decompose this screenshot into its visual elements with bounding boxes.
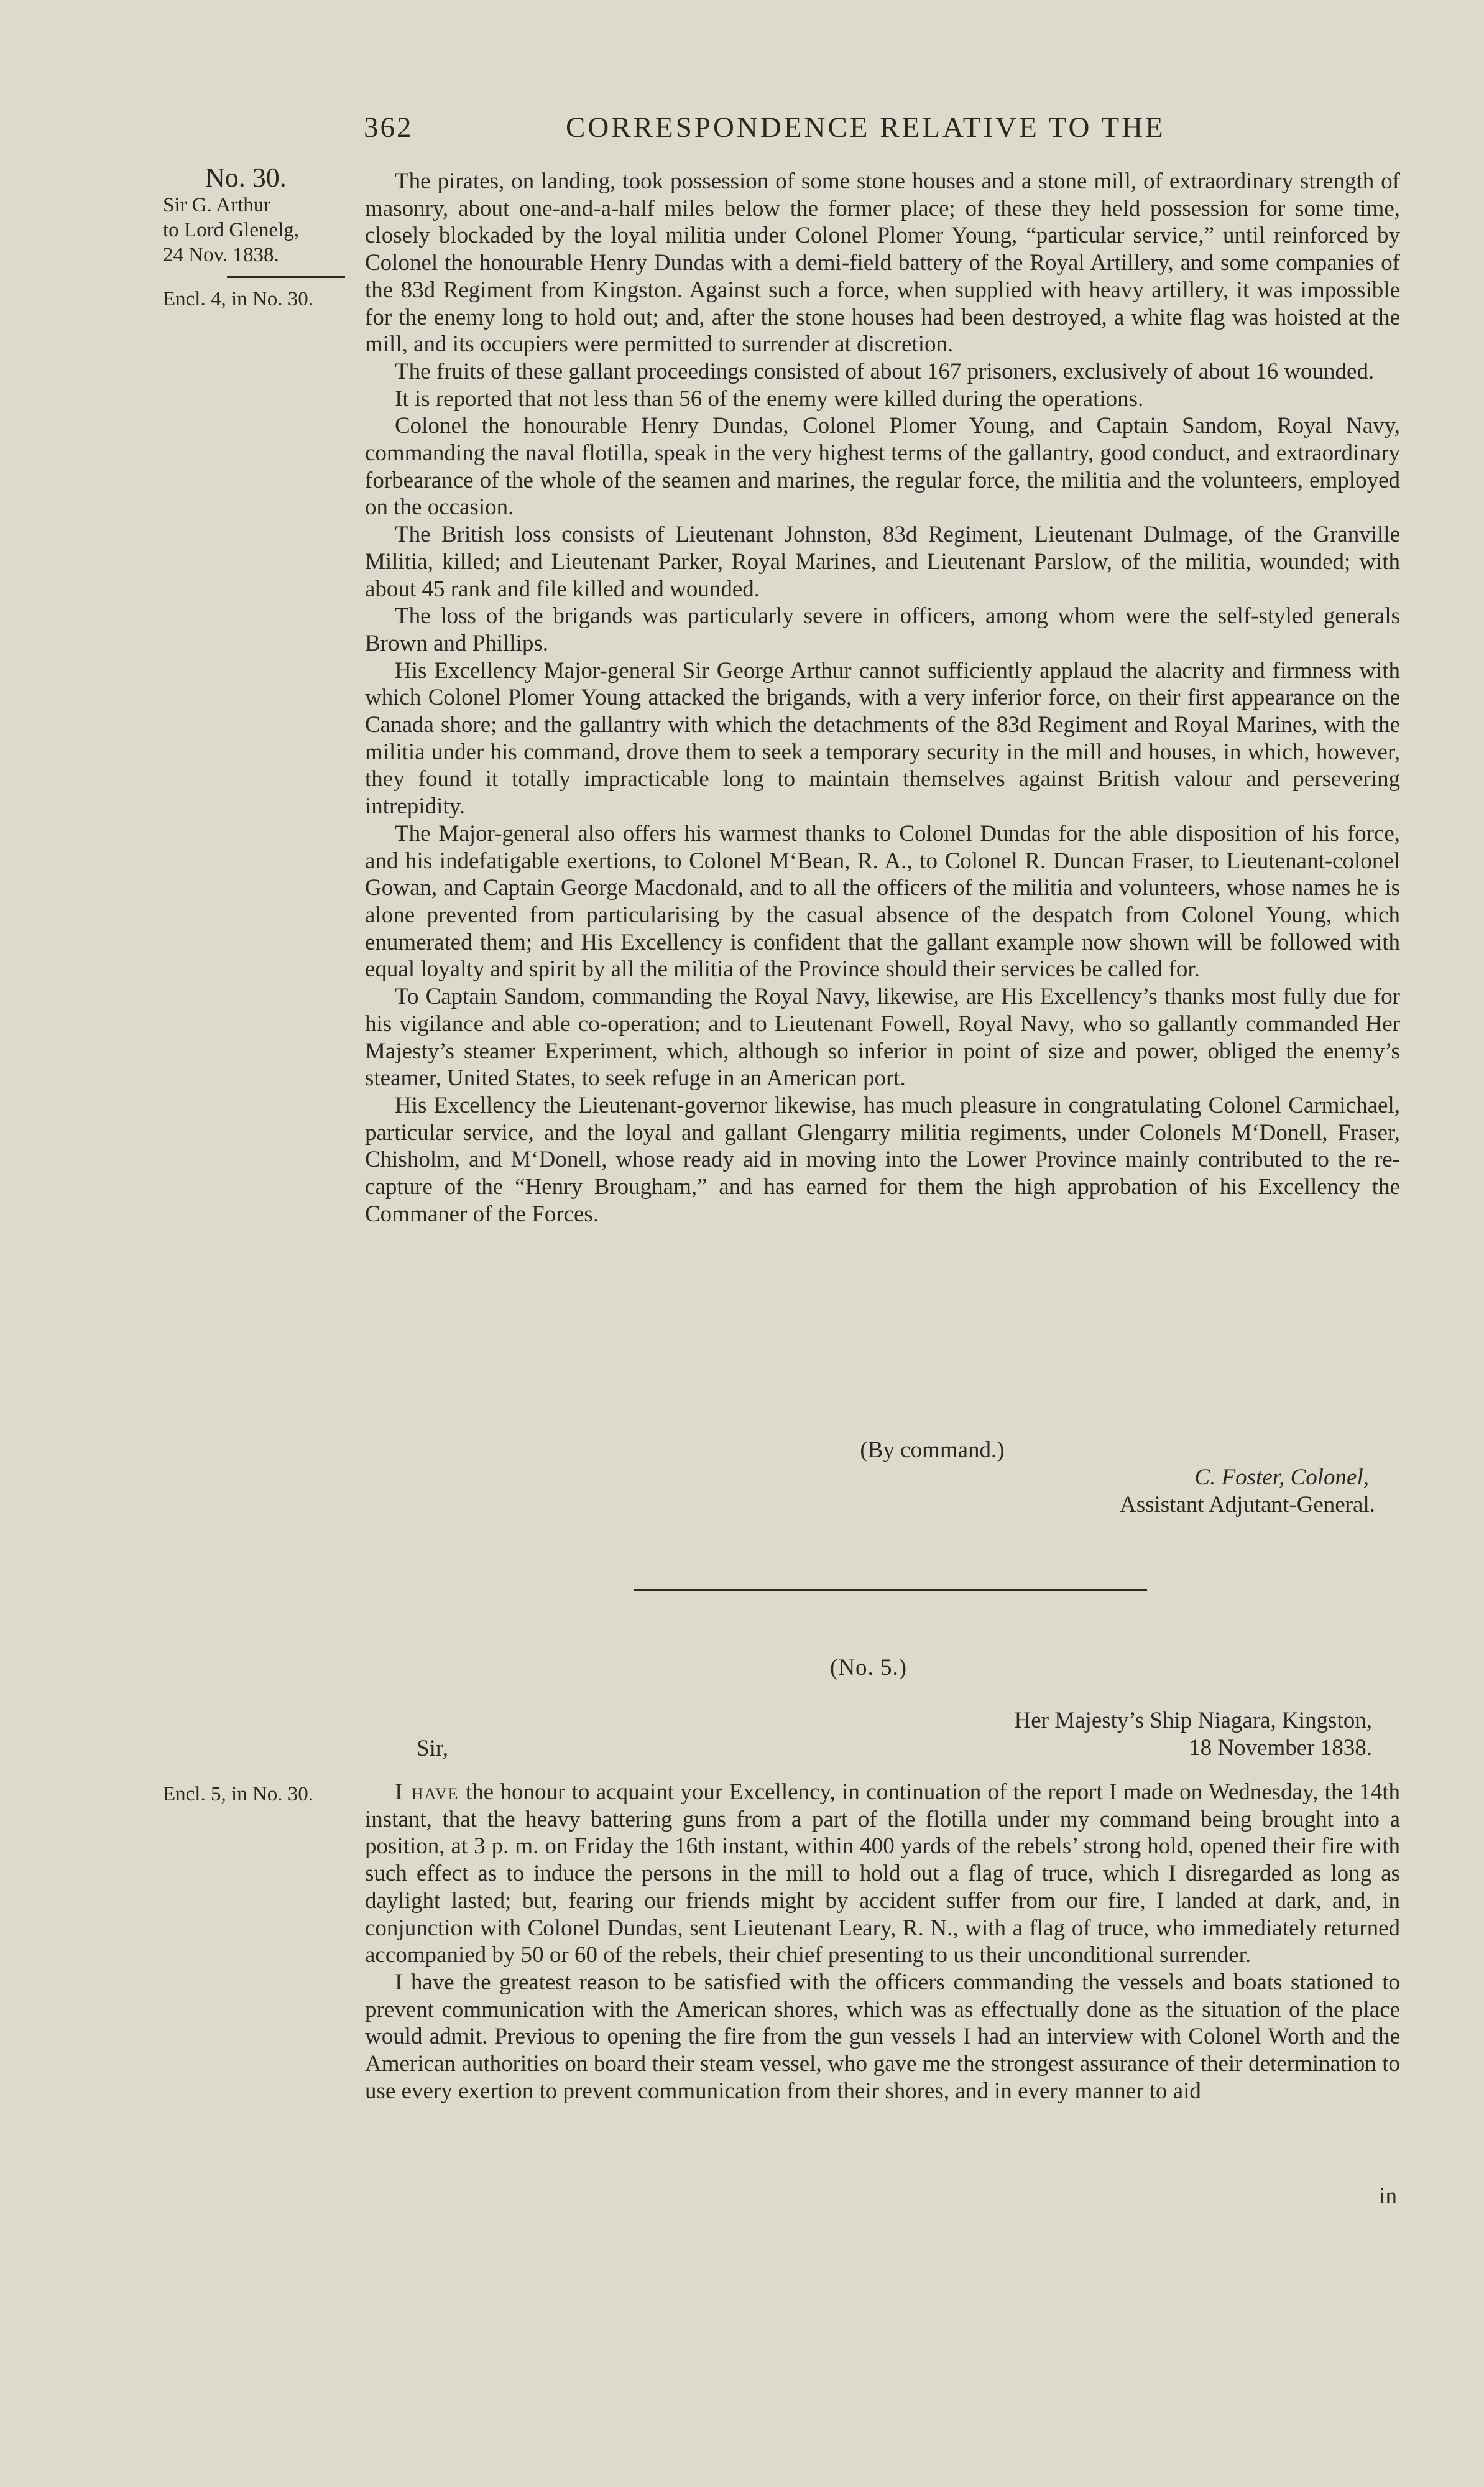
running-title: CORRESPONDENCE RELATIVE TO THE: [566, 111, 1166, 144]
letter-text: [365, 1779, 1400, 2105]
paragraph: His Excellency Major-general Sir George Arthur cannot sufficiently applaud the alacrity and firmness with which Colonel Plomer Young attacked the brigands, with a very inferior force, on their first appearance on the Canada shore; and the gallantry with which the detachments of the 83d Regiment and Royal Marines, with the militia under his command, drove them to seek a temporary security in the mill and houses, in which, however, they found it totally impracticable long to maintain themselves against British valour and persevering intrepidity.: [365, 657, 1400, 820]
letter-address: [1015, 1707, 1372, 1762]
paragraph: The fruits of these gallant proceedings consisted of about 167 prisoners, exclusively of about 16 wounded.: [395, 358, 1375, 384]
margin-from: Sir G. Arthur: [163, 194, 271, 216]
margin-enclosure-5: Encl. 5, in No. 30.: [163, 1783, 313, 1805]
margin-enclosure-4: Encl. 4, in No. 30.: [163, 288, 313, 310]
margin-divider: [227, 276, 345, 278]
signatory-title: Assistant Adjutant-General.: [1119, 1492, 1375, 1517]
paragraph-text: the honour to acquaint your Excellency, in continuation of the report I made on Wednesday, the 14th instant, that the heavy battering guns from a part of the flotilla under my command being brought into a position, at 3 p. m. on Friday the 16th instant, within 400 yards of the rebels’ strong hold, opened their fire with such effect as to induce the persons in the mill to hold out a flag of truce, which I disregarded as long as daylight lasted; but, fearing our friends might by accident suffer from our fire, I landed at dark, and, in conjunction with Colonel Dundas, sent Lieutenant Leary, R. N., with a flag of truce, who immediately returned accompanied by 50 or 60 of the rebels, their chief presenting to us their unconditional surrender.: [365, 1779, 1401, 1968]
paragraph: His Excellency the Lieutenant-governor likewise, has much pleasure in congratulating Colonel Carmichael, particular service, and the loyal and gallant Glengarry militia regiments, under Colonels M‘Donell, Fraser, Chisholm, and M‘Donell, whose ready aid in moving into the Lower Province mainly contributed to the re-capture of the “Henry Brougham,” and has earned for them the high approbation of his Excellency the Commaner of the Forces.: [365, 1092, 1400, 1227]
paragraph: I have the greatest reason to be satisfied with the officers commanding the vessels and boats stationed to prevent communication with the American shores, which was as effectually done as the situation of the place would admit. Previous to opening the fire from the gun vessels I had an interview with Colonel Worth and the American authorities on board their steam vessel, who gave me the strongest assurance of their determination to use every exertion to prevent communication from their shores, and in every manner to aid: [365, 1969, 1400, 2104]
paragraph: The Major-general also offers his warmest thanks to Colonel Dundas for the able disposition of his force, and his indefatigable exertions, to Colonel M‘Bean, R. A., to Colonel R. Duncan Fraser, to Lieutenant-colonel Gowan, and Captain George Macdonald, and to all the officers of the militia and volunteers, whose names he is alone prevented from particularising by the casual absence of the despatch from Colonel Young, which enumerated them; and His Excellency is confident that the gallant example now shown will be followed with equal loyalty and spirit by all the militia of the Province should their services be called for.: [365, 820, 1400, 983]
address-line: Her Majesty’s Ship Niagara, Kingston,: [1014, 1708, 1372, 1733]
margin-note-block: [124, 163, 361, 312]
margin-doc-number: No. 30.: [205, 162, 287, 193]
paragraph: To Captain Sandom, commanding the Royal Navy, likewise, are His Excellency’s thanks most fully due for his vigilance and able co-operation; and to Lieutenant Fowell, Royal Navy, who so gallantly commanded Her Majesty’s steamer Experiment, which, although so inferior in point of size and power, obliged the enemy’s steamer, United States, to seek refuge in an American port.: [365, 984, 1400, 1091]
page-number: 362: [364, 111, 413, 144]
main-text: [365, 168, 1400, 1228]
paragraph: The British loss consists of Lieutenant Johnston, 83d Regiment, Lieutenant Dulmage, of the Granville Militia, killed; and Lieutenant Parker, Royal Marines, and Lieutenant Parslow, of the militia, wounded; with about 45 rank and file killed and wounded.: [365, 522, 1400, 602]
margin-to: to Lord Glenelg,: [163, 219, 300, 241]
margin-date: 24 Nov. 1838.: [163, 244, 279, 266]
paragraph: Colonel the honourable Henry Dundas, Colonel Plomer Young, and Captain Sandom, Royal Navy, commanding the naval flotilla, speak in the very highest terms of the gallantry, good conduct, and extraordinary forbearance of the whole of the seamen and marines, the regular force, the militia and the volunteers, employed on the occasion.: [365, 413, 1400, 521]
catchword: in: [1379, 2184, 1397, 2209]
salutation: Sir,: [417, 1736, 448, 1761]
signatory-name: C. Foster, Colonel,: [1194, 1465, 1369, 1490]
opening-word: I have: [395, 1779, 459, 1805]
paragraph: The loss of the brigands was particularly severe in officers, among whom were the self-styled generals Brown and Phillips.: [365, 603, 1400, 656]
letter-date: 18 November 1838.: [1189, 1735, 1372, 1761]
paragraph: [365, 1779, 1400, 1969]
section-divider: [634, 1589, 1147, 1591]
letter-number: (No. 5.): [830, 1655, 908, 1680]
paragraph: The pirates, on landing, took possession of some stone houses and a stone mill, of extraordinary strength of masonry, about one-and-a-half miles below the former place; of these they held possession for some time, closely blockaded by the loyal militia under Colonel Plomer Young, “particular service,” until reinforced by Colonel the honourable Henry Dundas with a demi-field battery of the Royal Artillery, and some companies of the 83d Regiment from Kingston. Against such a force, when supplied with heavy artillery, it was impossible for the enemy long to hold out; and, after the stone houses had been destroyed, a white flag was hoisted at the mill, and its occupiers were permitted to surrender at discretion.: [365, 169, 1400, 358]
margin-enclosure-5-block: [124, 1782, 361, 1807]
signature-block: [365, 1437, 1400, 1519]
by-command: (By command.): [860, 1437, 1005, 1463]
paragraph: It is reported that not less than 56 of the enemy were killed during the operations.: [395, 386, 1144, 412]
